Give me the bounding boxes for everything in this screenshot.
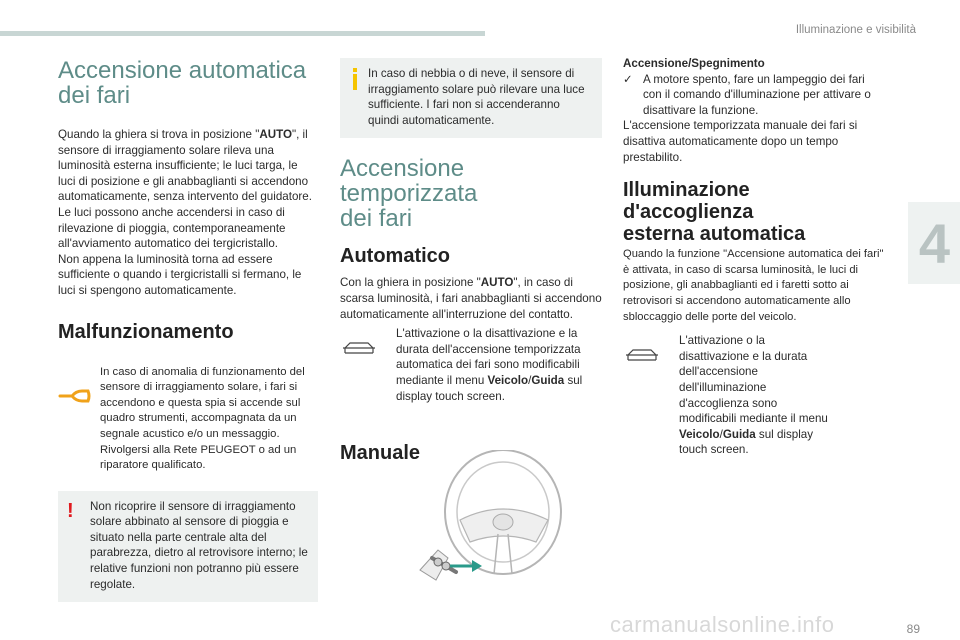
page-number: 89 xyxy=(906,622,920,636)
car-outline-icon xyxy=(340,326,396,404)
car-outline-icon xyxy=(623,333,679,458)
info-box xyxy=(340,58,602,138)
onoff-heading: Accensione/Spegnimento xyxy=(623,57,765,70)
automatic-paragraph: Con la ghiera in posizione "AUTO", in caso di scarsa luminosità, i fari anabbaglianti si accendono automaticamente all'interruzione del contatto. xyxy=(340,276,602,321)
auto-note-text: L'attivazione o la disattivazione e la durata dell'accensione temporizzata automatica dei fari sono modificabili mediante il menu Veicolo/Guida sul display touch screen. xyxy=(396,327,583,403)
auto-lighting-paragraph: Quando la ghiera si trova in posizione "AUTO", il sensore di irraggiamento solare rileva una luminosità esterna insufficiente; le luci targa, le luci di posizione e gli anabbaglianti si accendono automaticamente, senza intervento del guidatore. Le luci possono anche accendersi in caso di rilevazione di pioggia, contemporaneamente all'avviamento automatico dei tergicristallo. Non appena la luminosità torna ad essere sufficiente o quando i tergicristalli si fermano, le luci si spengono automaticamente. xyxy=(58,128,312,297)
bullet-marker: ✓ xyxy=(623,72,633,86)
malfunction-text: In caso di anomalia di funzionamento del sensore di irraggiamento solare, i fari si accendono e questa spia si accende sul quadro strumenti, accompagnata da un segnale acustico e/o un messaggio. Rivolgersi alla Rete PEUGEOT o ad un riparatore qualificato. xyxy=(100,365,305,472)
column-middle xyxy=(340,58,602,464)
onoff-bullet: ✓ A motore spento, fare un lampeggio dei fari con il comando d'illuminazione per attivare o disattivare la funzione. xyxy=(623,72,871,117)
warning-icon: ! xyxy=(67,499,74,522)
automatic-heading: Automatico xyxy=(340,245,450,268)
warning-box xyxy=(58,491,318,603)
malfunction-block xyxy=(58,365,318,474)
welcome-lighting-paragraph: Quando la funzione "Accensione automatica dei fari" è attivata, in caso di scarsa luminosità, le luci di posizione, gli anabbaglianti ed i faretti sotto ai retrovisori si accendono automaticamente allo sbloccaggio delle porte del veicolo. xyxy=(623,248,884,323)
header-rule xyxy=(0,31,485,36)
section-title-delayed-lighting: Accensione temporizzata dei fari xyxy=(340,155,478,233)
column-left xyxy=(58,58,318,602)
info-text: In caso di nebbia o di neve, il sensore di irraggiamento solare può rilevare una luce sufficiente. I fari non si accenderanno quindi automaticamente. xyxy=(368,67,585,127)
onoff-note: L'accensione temporizzata manuale dei fari si disattiva automaticamente dopo un tempo prestabilito. xyxy=(623,119,858,164)
headlamp-warning-icon xyxy=(58,365,100,474)
warning-text: Non ricoprire il sensore di irraggiamento solare abbinato al sensore di pioggia e situato nella parte centrale alta del parabrezza, dietro al retrovisore interno; le relative funzioni non potranno più essere regolate. xyxy=(90,499,308,591)
welcome-note-text: L'attivazione o la disattivazione e la durata dell'accensione dell'illuminazione d'accoglienza sono modificabili mediante il menu Veicolo/Guida sul display touch screen. xyxy=(679,334,828,457)
manual-heading: Manuale xyxy=(340,442,421,465)
welcome-note-block xyxy=(623,333,885,458)
section-header: Illuminazione e visibilità xyxy=(795,24,916,36)
welcome-lighting-heading: Illuminazione d'accoglienza esterna automatica xyxy=(623,179,806,246)
chapter-number: 4 xyxy=(918,212,950,275)
info-icon xyxy=(351,68,359,90)
watermark: carmanualsonline.info xyxy=(610,612,835,637)
column-right xyxy=(623,56,885,458)
section-title-auto-lighting: Accensione automatica dei fari xyxy=(58,57,307,109)
auto-note-block xyxy=(340,326,602,404)
steering-wheel-illustration xyxy=(408,450,568,586)
malfunction-heading: Malfunzionamento xyxy=(58,320,234,343)
